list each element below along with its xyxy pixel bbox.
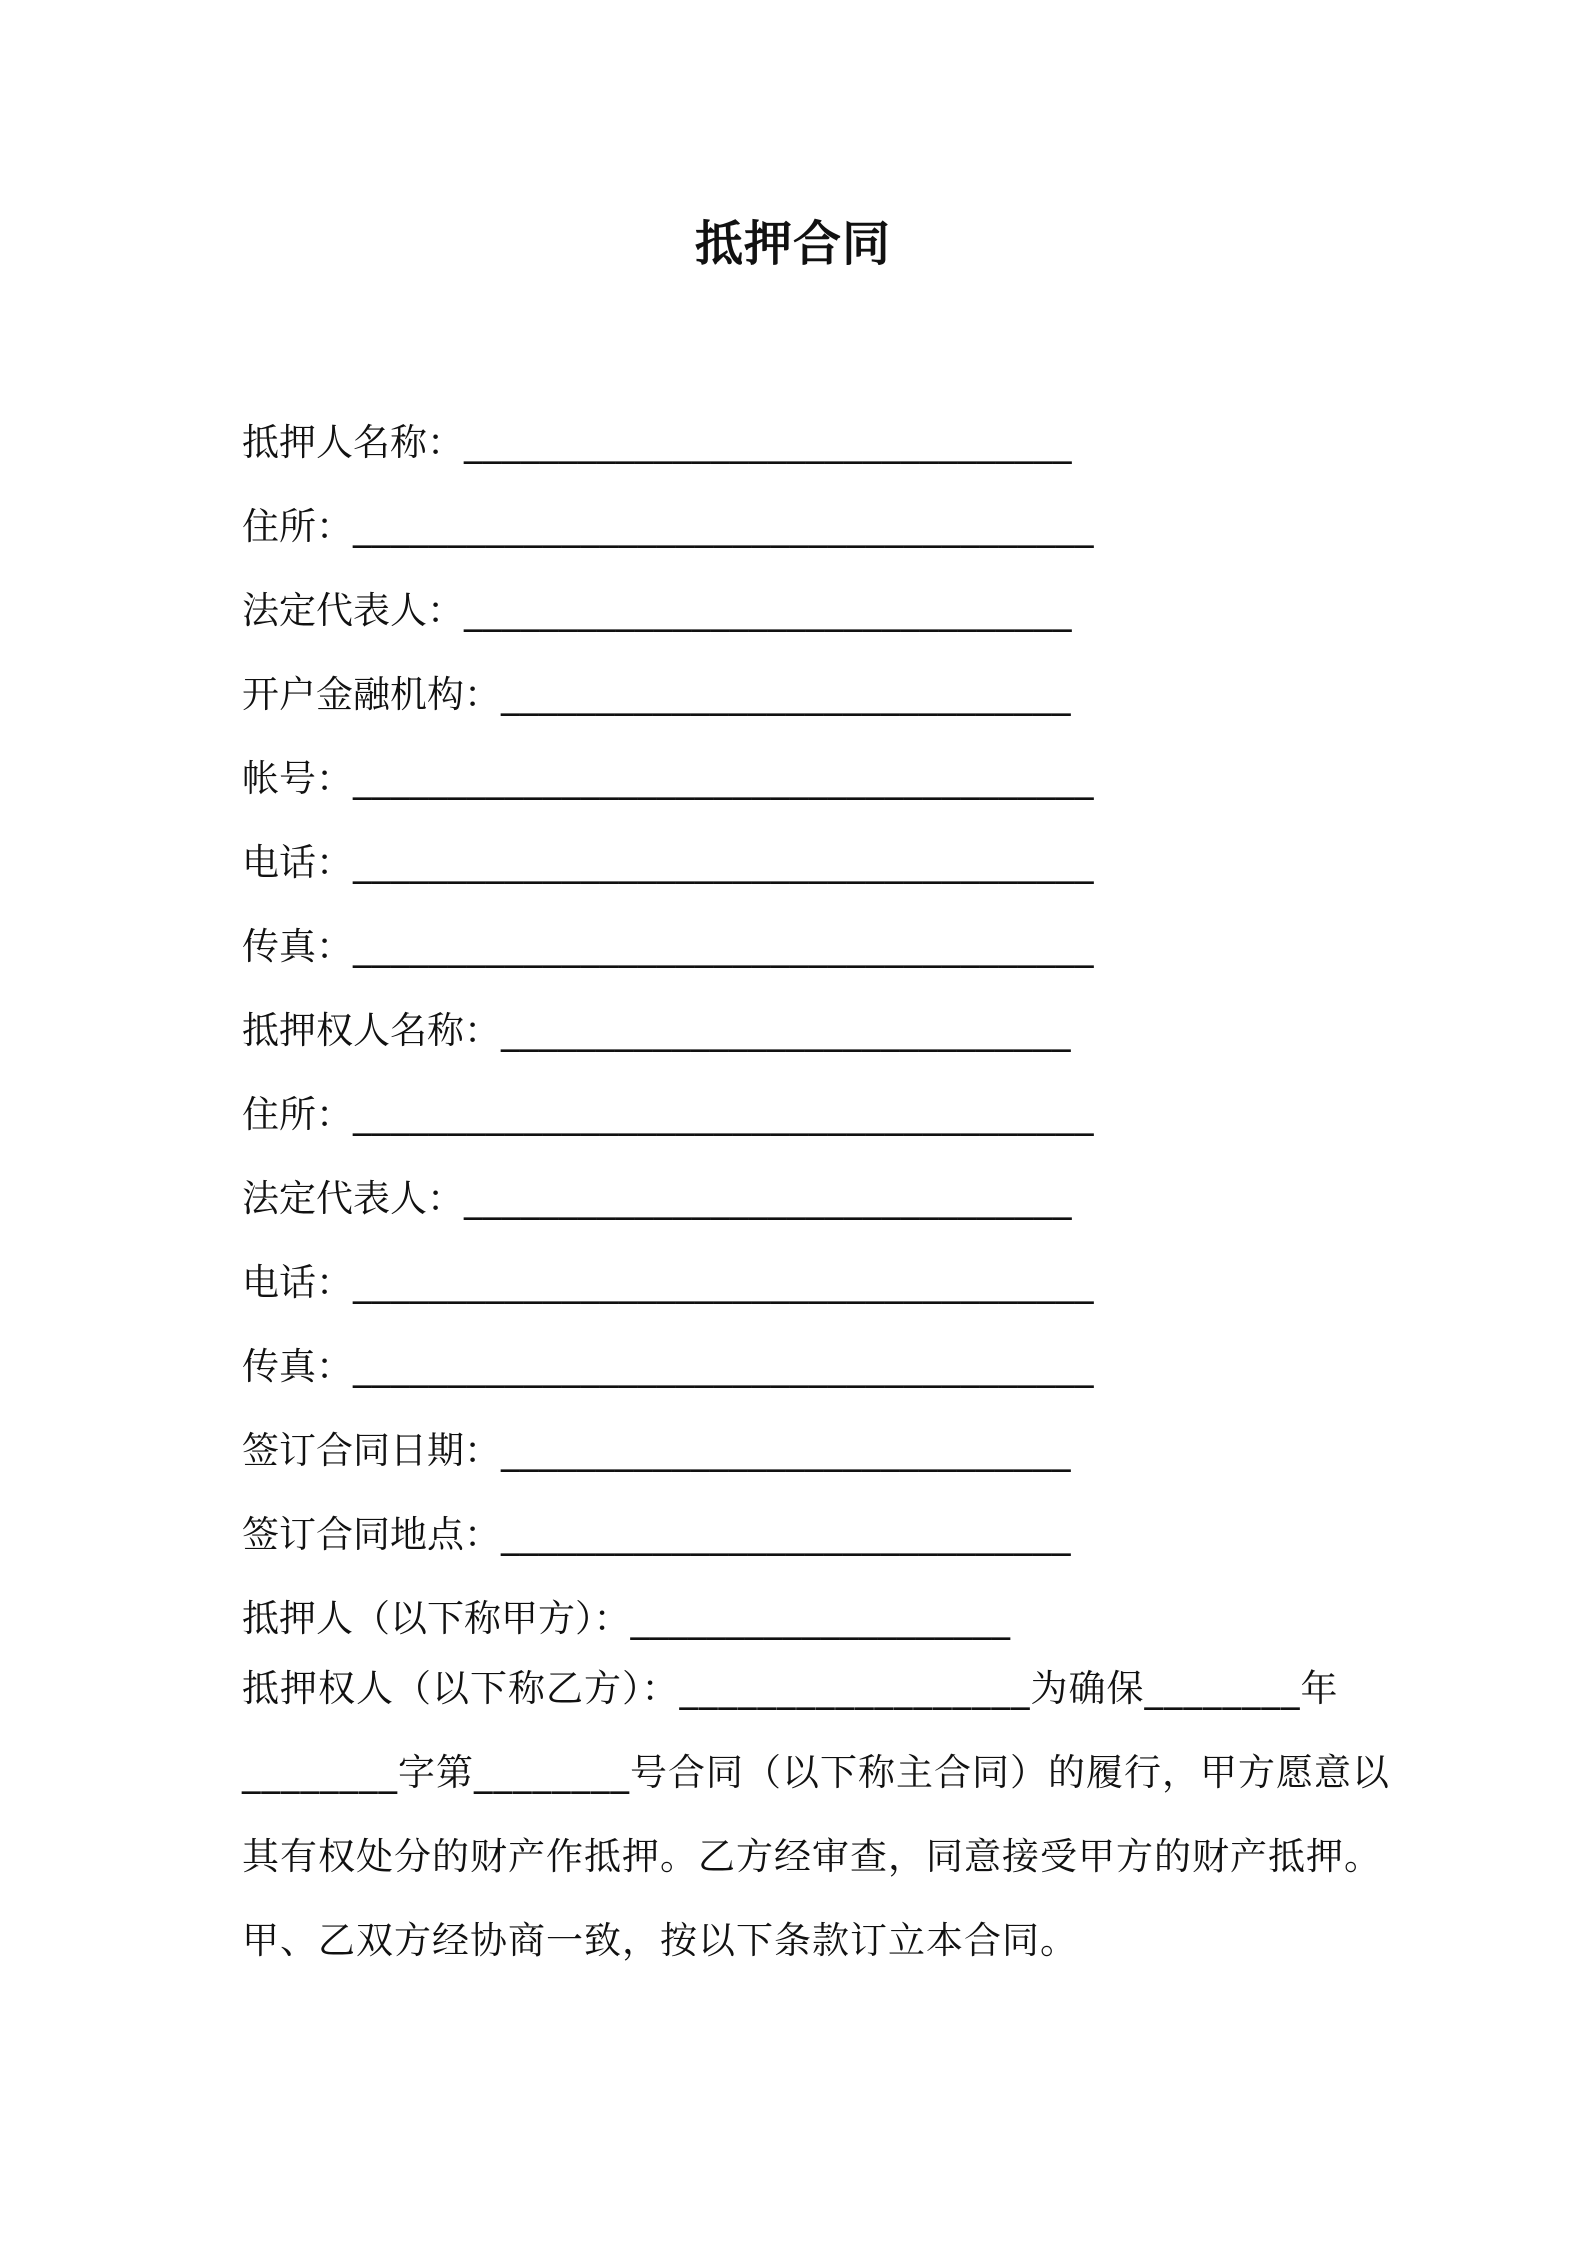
field-mortgagee-phone (242, 1250, 1392, 1334)
field-mortgagor-name (242, 410, 1392, 494)
field-signing-place (242, 1502, 1392, 1586)
preamble-paragraph (242, 1656, 1390, 1992)
blank-line: _______________________________________ (353, 757, 1094, 800)
paragraph-line: ________字第________号合同（以下称主合同）的履行，甲方愿意以 (242, 1751, 1390, 1794)
field-label: 住所： (242, 1093, 353, 1136)
paragraph-line: 抵押权人（以下称乙方）：__________________为确保________年 (242, 1667, 1339, 1710)
party-info-fields (242, 410, 1392, 1670)
field-label: 开户金融机构： (242, 673, 501, 716)
blank-line: _______________________________________ (353, 925, 1094, 968)
paragraph-line: 其有权处分的财产作抵押。乙方经审查，同意接受甲方的财产抵押。 (242, 1835, 1382, 1878)
field-mortgagee-name (242, 998, 1392, 1082)
field-mortgagor-fax (242, 914, 1392, 998)
field-mortgagor-phone (242, 830, 1392, 914)
blank-line: ________________________________ (464, 421, 1072, 464)
blank-line: ______________________________ (501, 1429, 1071, 1472)
field-mortgagee-address (242, 1082, 1392, 1166)
field-mortgagor-address (242, 494, 1392, 578)
field-label: 抵押人（以下称甲方）： (242, 1597, 631, 1640)
field-label: 法定代表人： (242, 1177, 464, 1220)
blank-line: ____________________ (630, 1597, 1011, 1640)
field-label: 帐号： (242, 757, 353, 800)
field-label: 传真： (242, 925, 353, 968)
blank-line: _______________________________________ (353, 1093, 1094, 1136)
page-title: 抵押合同 (694, 216, 891, 272)
blank-line: ________________________________ (464, 1177, 1072, 1220)
field-label: 抵押人名称： (242, 421, 464, 464)
field-label: 电话： (242, 841, 353, 884)
field-label: 电话： (242, 1261, 353, 1304)
blank-line: _______________________________________ (353, 841, 1094, 884)
field-label: 传真： (242, 1345, 353, 1388)
blank-line: _______________________________________ (353, 1345, 1094, 1388)
field-mortgagee-fax (242, 1334, 1392, 1418)
blank-line: ________________________________ (464, 589, 1072, 632)
field-label: 签订合同日期： (242, 1429, 501, 1472)
field-label: 签订合同地点： (242, 1513, 501, 1556)
blank-line: ______________________________ (501, 1513, 1071, 1556)
field-label: 抵押权人名称： (242, 1009, 501, 1052)
blank-line: ______________________________ (501, 1009, 1071, 1052)
blank-line: _______________________________________ (353, 505, 1094, 548)
field-mortgagor-bank (242, 662, 1392, 746)
field-mortgagor-legal-rep (242, 578, 1392, 662)
paragraph-line: 甲、乙双方经协商一致，按以下条款订立本合同。 (242, 1919, 1078, 1962)
blank-line: _______________________________________ (353, 1261, 1094, 1304)
field-signing-date (242, 1418, 1392, 1502)
field-label: 住所： (242, 505, 353, 548)
field-mortgagee-legal-rep (242, 1166, 1392, 1250)
blank-line: ______________________________ (501, 673, 1071, 716)
field-label: 法定代表人： (242, 589, 464, 632)
field-mortgagor-account (242, 746, 1392, 830)
